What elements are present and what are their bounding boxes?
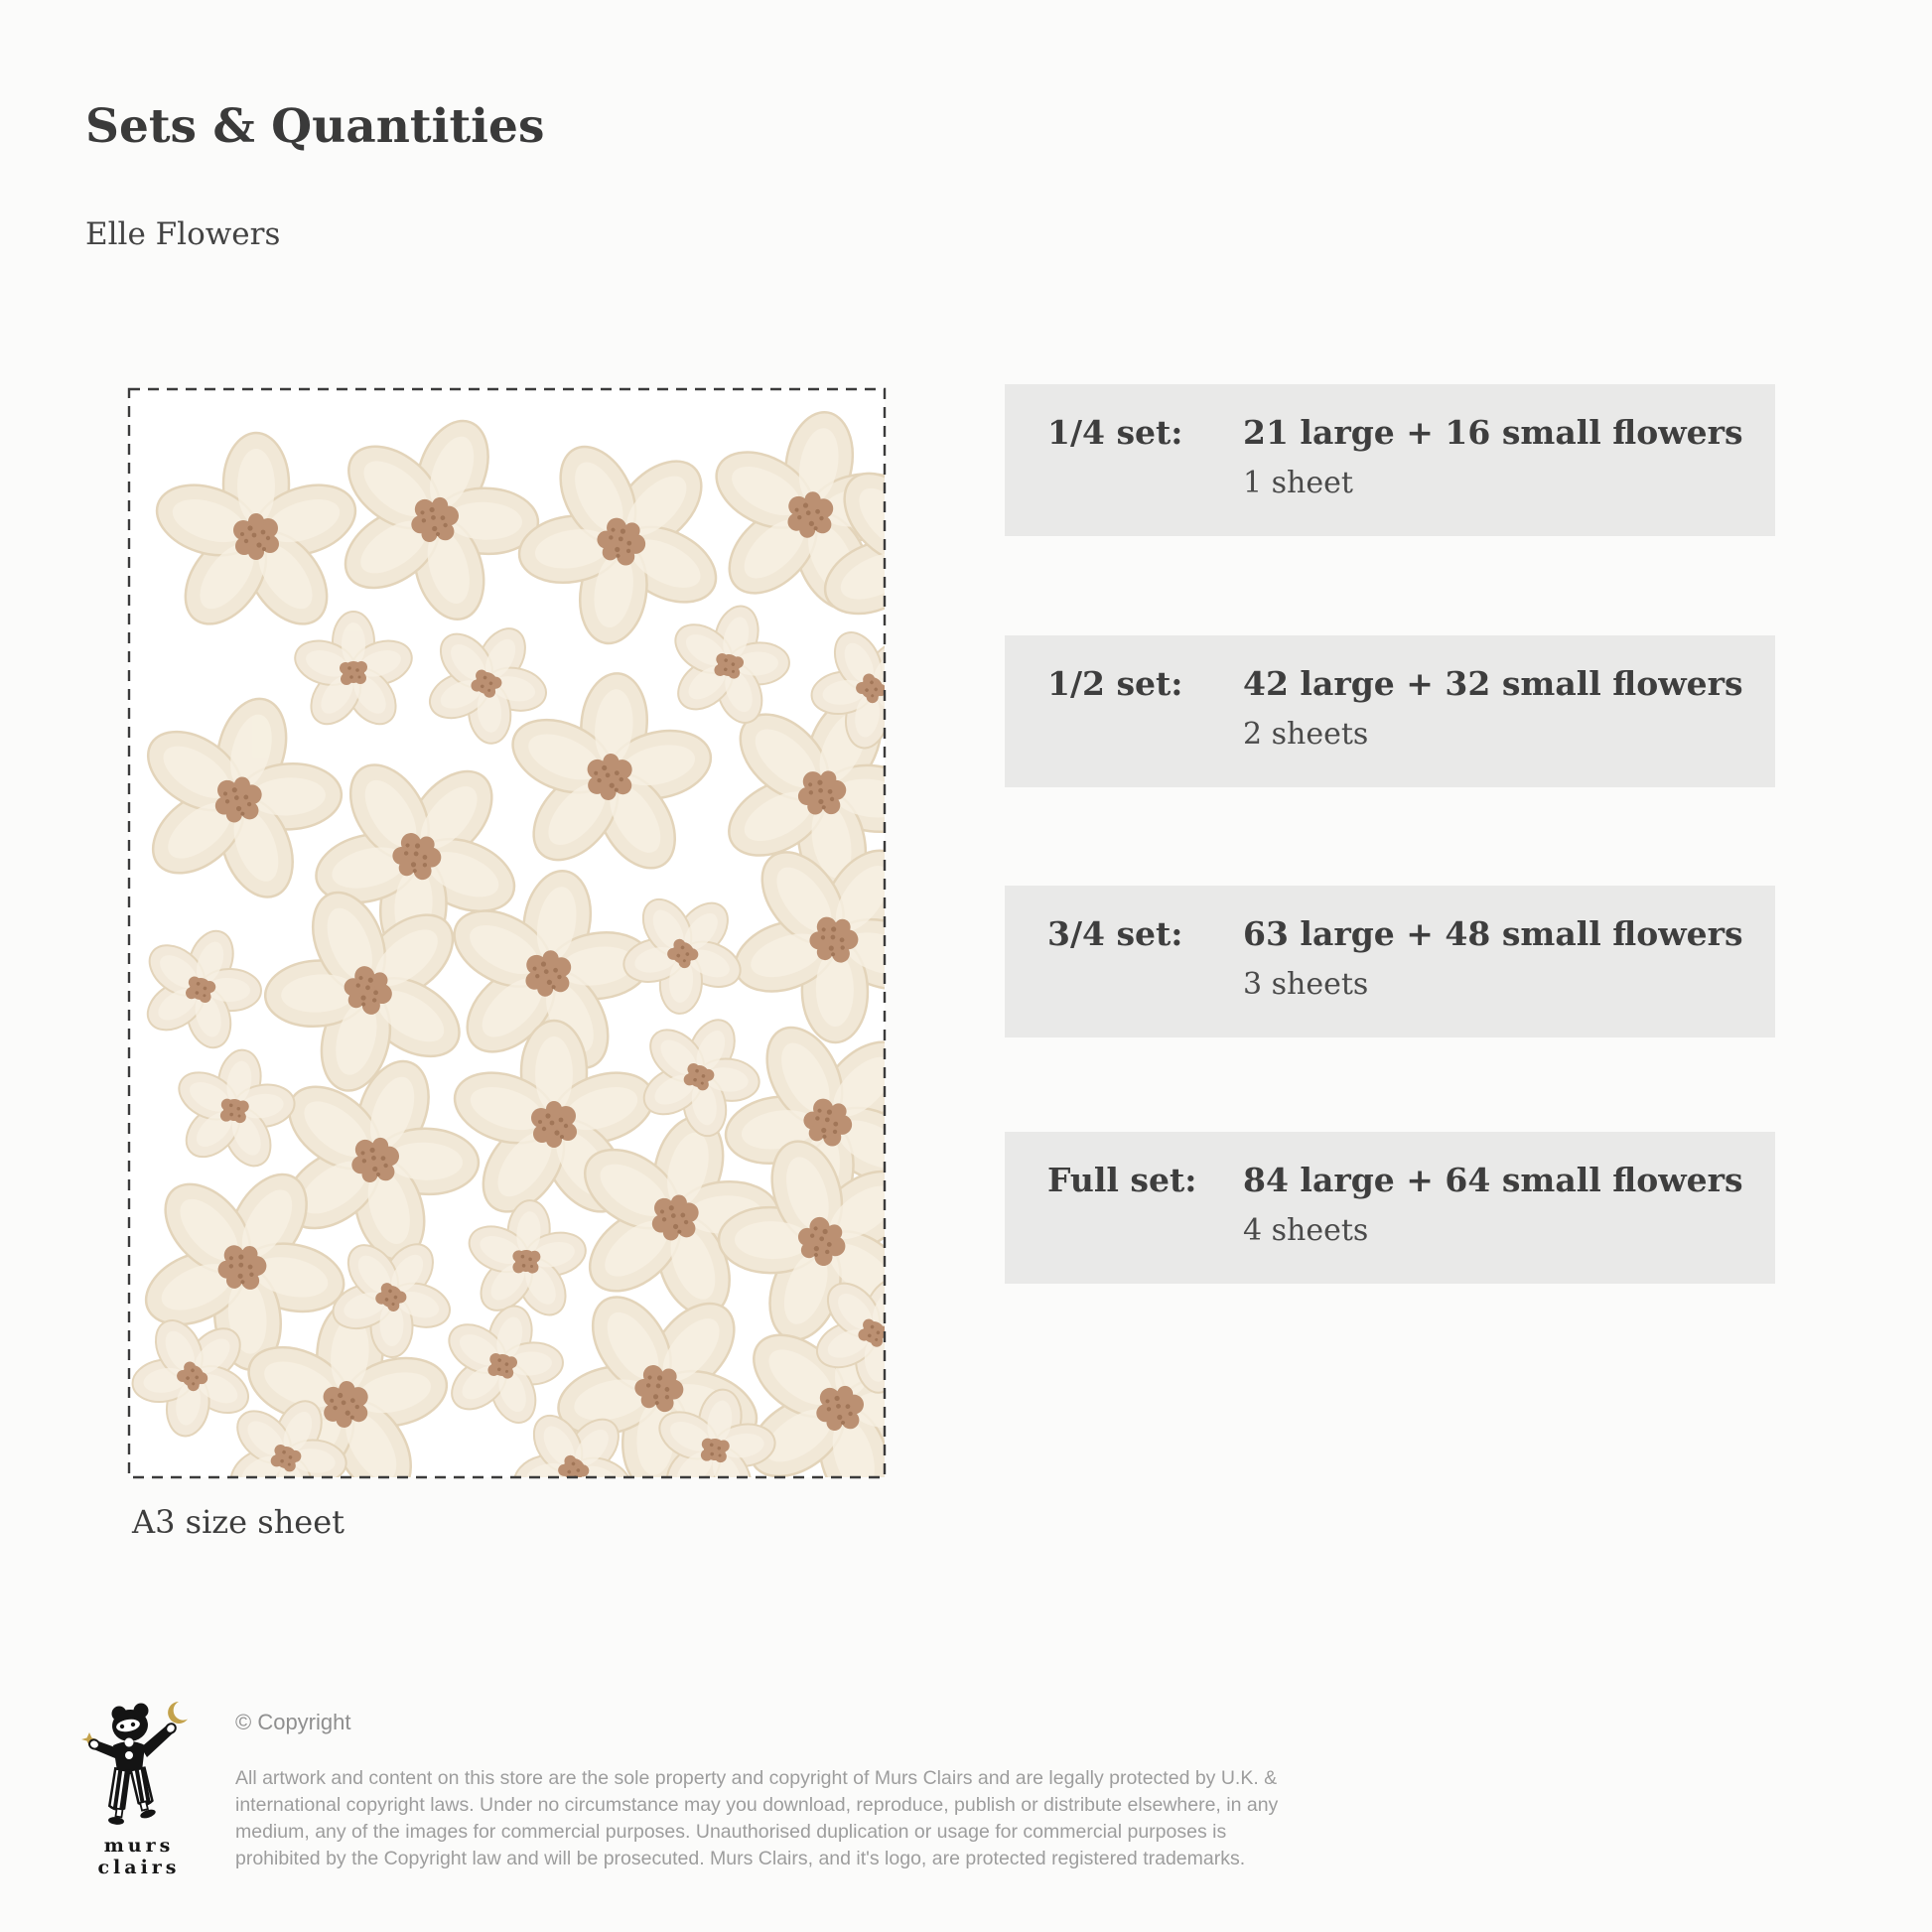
set-option-box-threequarter (1005, 886, 1775, 1037)
sheet-illustration (127, 387, 887, 1479)
set-sheet-count: 3 sheets (1243, 967, 1369, 1002)
sheet-size-caption: A3 size sheet (132, 1503, 345, 1541)
crescent-moon-icon (168, 1702, 188, 1724)
product-name: Elle Flowers (85, 216, 281, 252)
flower-sheet-svg (127, 387, 887, 1479)
set-sheet-count: 1 sheet (1243, 466, 1353, 500)
set-label: 1/2 set: (1047, 664, 1183, 703)
set-option-box-half (1005, 635, 1775, 787)
set-sheet-count: 2 sheets (1243, 717, 1369, 752)
set-option-box-full (1005, 1132, 1775, 1284)
set-quantity: 21 large + 16 small flowers (1243, 413, 1743, 452)
set-quantity: 63 large + 48 small flowers (1243, 914, 1743, 953)
logo-wordmark: murs clairs (97, 1835, 181, 1878)
set-sheet-count: 4 sheets (1243, 1213, 1369, 1248)
set-label: 1/4 set: (1047, 413, 1183, 452)
murs-clairs-logo (75, 1696, 201, 1831)
page-title: Sets & Quantities (85, 99, 545, 154)
copyright-heading: © Copyright (235, 1710, 351, 1734)
set-quantity: 42 large + 32 small flowers (1243, 664, 1743, 703)
set-label: Full set: (1047, 1161, 1197, 1199)
copyright-paragraph: All artwork and content on this store are the sole property and copyright of Murs Clairs and are legally protected by U.K. & international copyright laws. Under no circumstance may you download, reproduce, publish or distribute elsewhere, in any medium, any of the images for commercial purposes. Unauthorised duplication or usage for commercial purposes is prohibited by the Copyright law and will be prosecuted. Murs Clairs, and it's logo, are protected registered trademarks. (235, 1767, 1279, 1869)
set-label: 3/4 set: (1047, 914, 1183, 953)
set-option-box-quarter (1005, 384, 1775, 536)
set-quantity: 84 large + 64 small flowers (1243, 1161, 1743, 1199)
